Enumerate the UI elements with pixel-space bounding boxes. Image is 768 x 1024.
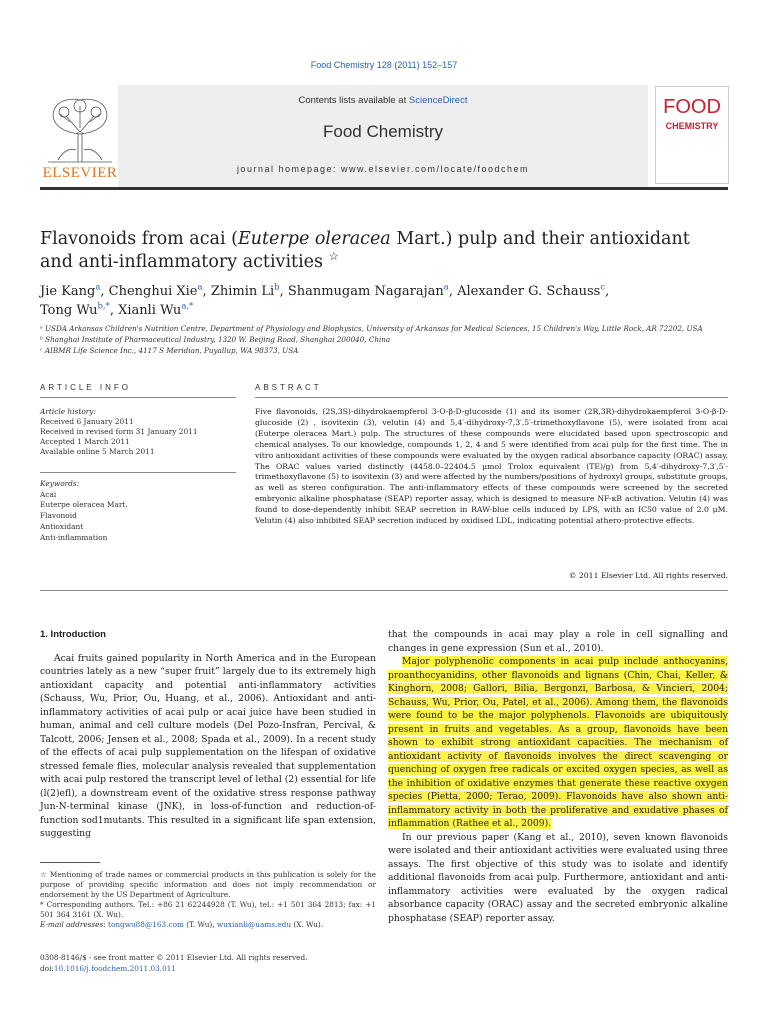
cover-title-food: FOOD — [663, 96, 721, 118]
author — [287, 281, 449, 299]
abstract-heading: ABSTRACT — [255, 383, 322, 392]
divider — [40, 472, 236, 473]
history-item: Received in revised form 31 January 2011 — [40, 427, 198, 436]
author-list: Jie Kang$^a$, Chenghui Xie$^a$, Zhimin Li$^b$, Shanmugam Nagarajan$^a$, Alexander G. Schauss$^c$, Tong $Wu^{b,*}$, Xianli $Wu^{a,*}$ — [40, 281, 610, 318]
author — [118, 300, 194, 318]
email-link[interactable]: wuxianli@uams.edu — [216, 920, 292, 929]
keyword: Flavonoid — [40, 511, 77, 521]
sciencedirect-link[interactable]: ScienceDirect — [408, 95, 468, 106]
affiliation: ᵇ Shanghai Institute of Pharmaceutical Industry, 1320 W. Beijing Road, Shanghai 200040, China — [40, 335, 391, 344]
author-name: Jie Kang — [40, 284, 96, 299]
cover-title-chemistry: CHEMISTRY — [665, 121, 719, 131]
author-affil-mark[interactable]: b,* — [97, 300, 110, 311]
body-left-column — [40, 628, 376, 841]
author-name: Xianli Wu — [118, 303, 182, 318]
header-divider — [40, 187, 728, 190]
paragraph: In our previous paper (Kang et al., 2010), seven known flavonoids were isolated and their antioxidant activities were evaluated using three assays. The first objective of this study was to isolate and identify additional flavonoids from acai pulp. Furthermore, antioxidant and anti-inflammatory activities were evaluated by the oxygen radical absorbance capacity (ORAC) assay and the secreted embryonic alkaline phosphatase (SEAP) reporter assay. — [388, 831, 728, 924]
article-history — [40, 407, 236, 457]
highlighted-paragraph — [388, 655, 728, 831]
author-affil-mark[interactable]: c — [600, 281, 606, 292]
keywords-label: Keywords: — [40, 479, 80, 488]
author-name: Tong Wu — [40, 303, 98, 318]
author — [40, 300, 110, 318]
author-affil-mark[interactable]: a — [443, 281, 449, 292]
author-name: Alexander G. Schauss — [457, 284, 601, 299]
divider — [40, 590, 728, 591]
footnote-divider — [40, 862, 100, 863]
keyword: Acai — [40, 489, 57, 499]
history-item: Accepted 1 March 2011 — [40, 437, 130, 446]
doi-line — [40, 963, 376, 974]
email-label: E-mail addresses: — [40, 920, 109, 929]
article-title — [40, 228, 728, 274]
issn-line: 0308-8146/$ - see front matter © 2011 Elsevier Ltd. All rights reserved. — [40, 953, 308, 962]
author — [210, 281, 280, 299]
affiliations — [40, 323, 728, 356]
author — [108, 281, 203, 299]
journal-cover-thumbnail[interactable] — [655, 86, 729, 184]
author — [457, 281, 606, 299]
title-species: Euterpe oleracea — [237, 229, 391, 249]
keywords — [40, 479, 236, 543]
contents-line — [118, 95, 648, 106]
footnote-emails — [40, 920, 376, 930]
journal-reference[interactable]: Food Chemistry 128 (2011) 152–157 — [310, 60, 458, 70]
article-info-heading: ARTICLE INFO — [40, 383, 131, 392]
contents-prefix: Contents lists available at — [298, 95, 409, 106]
keyword: Anti-inflammation — [40, 532, 108, 542]
paragraph: that the compounds in acai may play a role in cell signalling and changes in gene expression (Sun et al., 2010). — [388, 629, 728, 654]
doi-prefix: doi: — [40, 964, 54, 973]
article-history-label: Article history: — [40, 407, 96, 416]
journal-homepage[interactable]: journal homepage: www.elsevier.com/locate/foodchem — [236, 164, 530, 174]
keyword: Antioxidant — [40, 521, 84, 531]
author-affil-mark[interactable]: a — [95, 281, 101, 292]
email-owner: (X. Wu). — [291, 920, 324, 929]
affiliation: ᶜ AIBMR Life Science Inc., 4117 S Meridian, Puyallup, WA 98373, USA — [40, 346, 299, 355]
author-name: Shanmugam Nagarajan — [287, 284, 444, 299]
title-part1: Flavonoids from acai ( — [40, 229, 238, 249]
email-owner: (T. Wu), — [183, 920, 217, 929]
divider — [40, 397, 236, 398]
footnote-corresponding: * Corresponding authors. Tel.: +86 21 62244928 (T. Wu), tel.: +1 501 364 2813; fax: +1 501 364 3161 (X. Wu). — [40, 900, 376, 919]
paragraph: Acai fruits gained popularity in North America and in the European countries lately as a new “super fruit” largely due to its extremely high antioxidant capacity and potential anti-inflammatory activities (Schauss, Wu, Prior, Ou, Huang, et al., 2006). Antioxidant and anti-inflammatory activities of acai pulp or acai juice have been studied in human, animal and cell culture models (Del Pozo-Insfran, Percival, & Talcott, 2006; Jensen et al., 2008; Spada et al., 2009). In a recent study of the effects of acai pulp supplementation on the lifespan of oxidative stressed female flies, molecular analysis revealed that supplementation with acai pulp restored the transcript level of lethal (2) essential for life (l(2)efl), a downstream event of the oxidative stress response pathway Jun-N-terminal kinase (JNK), in loss-of-function and reduction-of-function sod1mutants. This resulted in a significant life span extension, suggesting — [40, 652, 376, 839]
title-part2: Mart.) pulp and their antioxidant and anti-inflammatory activities — [40, 229, 690, 272]
page-footer — [40, 952, 376, 974]
keyword: Euterpe oleracea Mart. — [40, 500, 128, 510]
body-right-column — [388, 628, 728, 925]
author — [40, 281, 101, 299]
author-affil-mark[interactable]: b — [274, 281, 280, 292]
author-name: Chenghui Xie — [108, 284, 198, 299]
section-heading: 1. Introduction — [40, 629, 106, 640]
author-affil-mark[interactable]: a,* — [181, 300, 194, 311]
abstract-text: Five flavonoids, (2S,3S)-dihydrokaempferol 3-O-β-D-glucoside (1) and its isomer (2R,3R)-dihydrokaempferol 3-O-β-D-glucoside (2) , isovitexin (3), velutin (4) and 5,4′-dihydroxy-7,3′,5′-trimethoxyflavone (5), were isolated from acai (Euterpe oleracea Mart.) pulp. The structures of these compounds were elucidated based upon spectroscopic and chemical analyses. To our knowledge, compounds 1, 2, 4 and 5 were identified from acai pulp for the first time. The in vitro antioxidant activities of these compounds were evaluated by the oxygen radical absorbance capacity (ORAC) assay. The ORAC values varied distinctly (4458.0–22404.5 μmol Trolox equivalent (TE)/g) from 5,4′-dihydroxy-7,3′,5′-trimethoxyflavone (5) to isovitexin (3) and were affected by the numbers/positions of hydroxyl groups, substitute groups, as well as stereo configuration. The anti-inflammatory effects of these compounds were screened by the secreted embryonic alkaline phosphatase (SEAP) reporter assay, which is designed to measure NF-κB activation. Velutin (4) was found to dose-dependently inhibit SEAP secretion in RAW-blue cells induced by LPS, with an IC50 value of 2.0 μM. Velutin (4) also inhibited SEAP secretion induced by oxidised LDL, indicating potential athero-protective effects. — [255, 407, 728, 526]
footnote-star: ☆ Mentioning of trade names or commercial products in this publication is solely for the purpose of providing specific information and does not imply recommendation or endorsement by the US Department of Agriculture. — [40, 870, 376, 899]
author-affil-mark[interactable]: a — [197, 281, 203, 292]
title-footnote-star[interactable]: ☆ — [328, 249, 339, 264]
doi-link[interactable]: 10.1016/j.foodchem.2011.03.011 — [53, 964, 176, 973]
author-name: Zhimin Li — [210, 284, 275, 299]
abstract-copyright: © 2011 Elsevier Ltd. All rights reserved. — [568, 571, 728, 580]
journal-title: Food Chemistry — [323, 122, 443, 141]
divider — [255, 397, 728, 398]
history-item: Received 6 January 2011 — [40, 417, 134, 426]
elsevier-logo-text: ELSEVIER — [42, 165, 118, 181]
history-item: Available online 5 March 2011 — [40, 447, 155, 456]
affiliation: ᵃ USDA Arkansas Children's Nutrition Centre, Department of Physiology and Biophysics, University of Arkansas for Medical Sciences, 15 Children's Way, Little Rock, AR 72202, USA — [40, 324, 703, 333]
footnotes — [40, 870, 376, 930]
email-link[interactable]: tongwu88@163.com — [108, 920, 184, 929]
highlight: Major polyphenolic components in acai pulp include anthocyanins, proanthocyanidins, other flavonoids and lignans (Chin, Chai, Keller, & Kinghorn, 2008; Gallori, Bilia, Bergonzi, Barbosa, & Vincieri, 2004; Schauss, Wu, Prior, Ou, Patel, et al., 2006). Among them, the flavonoids were found to be the major polyphenols. Flavonoids are ubiquitously present in fruits and vegetables. As a group, flavonoids have been shown to exhibit strong antioxidant capacities. The mechanism of antioxidant activity of flavonoids involves the direct scavenging or quenching of oxygen free radicals or excited oxygen species, as well as the inhibition of oxidative enzymes that generate these reactive oxygen species (Pietta, 2000; Terao, 2009). Flavonoids have also shown anti-inflammatory activity in both the proliferative and exudative phases of inflammation (Rathee et al., 2009). — [388, 656, 728, 829]
